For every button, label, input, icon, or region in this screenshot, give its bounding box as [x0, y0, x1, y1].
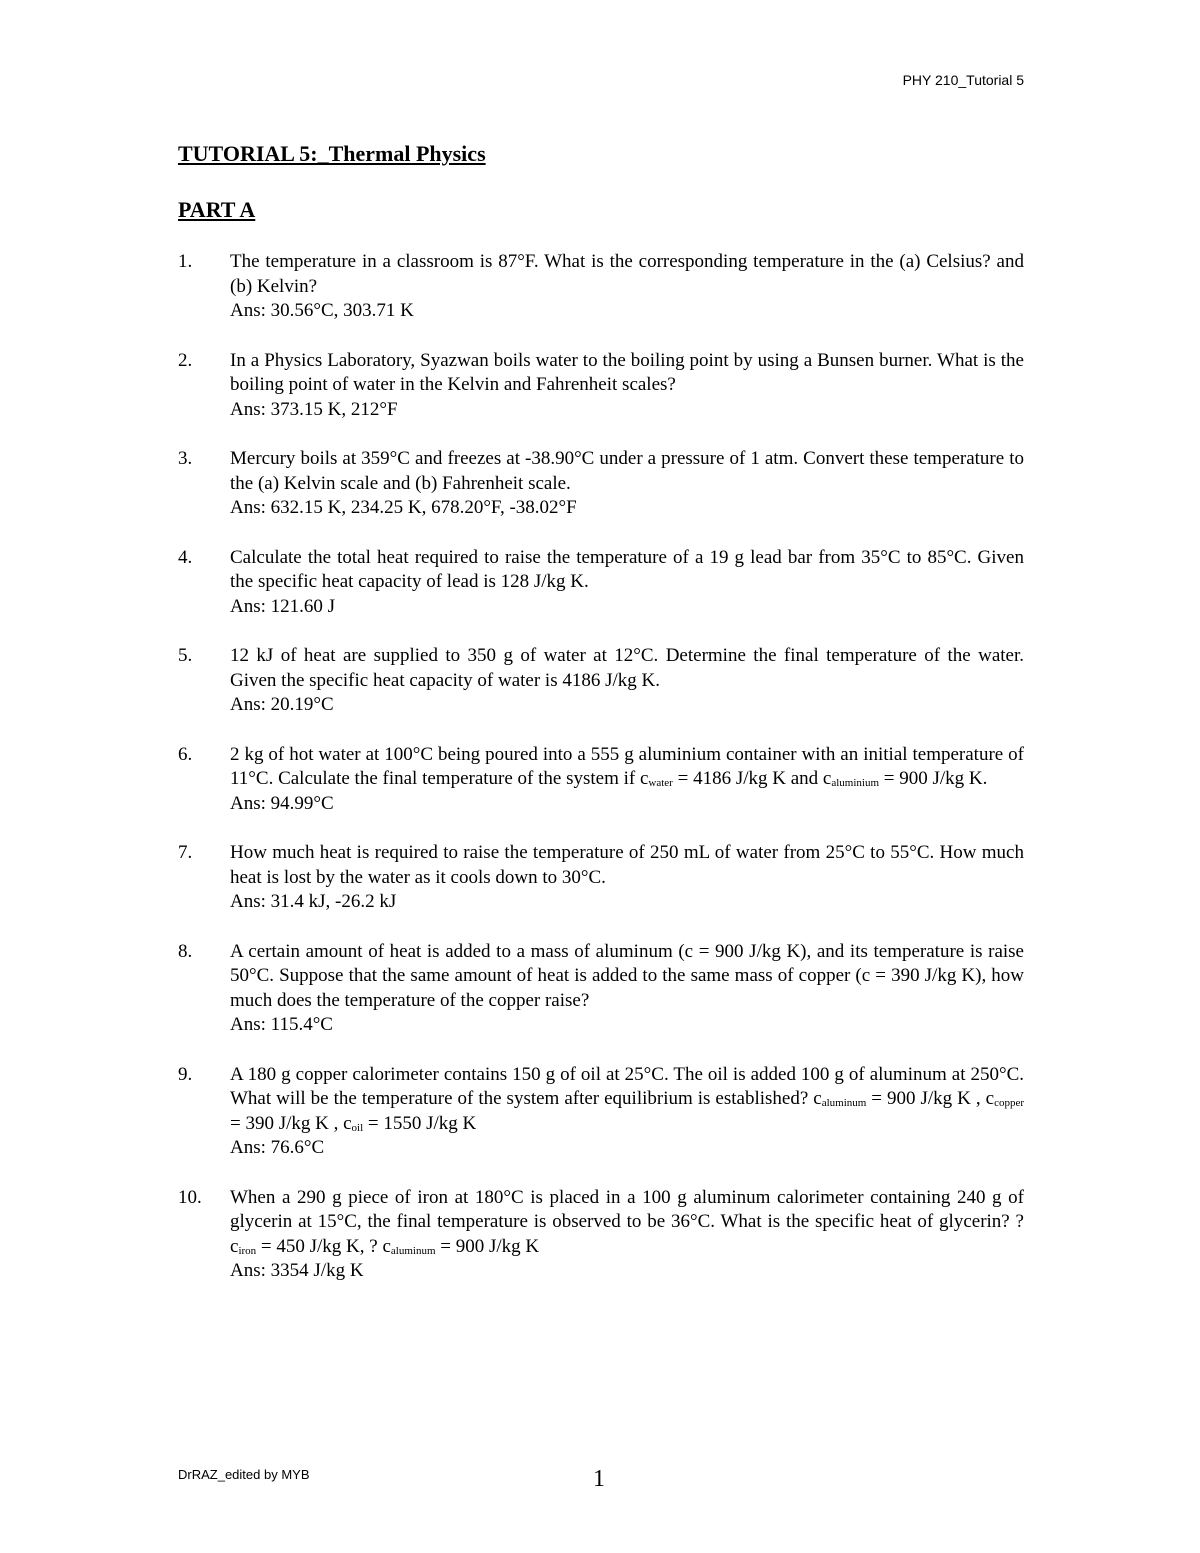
- question-text-segment: = 4186 J/kg K and c: [672, 768, 832, 789]
- question-number: 1.: [178, 251, 193, 272]
- question-answer: Ans: 20.19°C: [230, 694, 334, 715]
- question-text-segment: 2 kg of hot water at 100°C being poured into a 555 g aluminium container with an initial temperature of 11°C. Calculate the final temperature of the system if c: [230, 743, 1024, 789]
- subscript: copper: [994, 1097, 1024, 1109]
- question-number: 6.: [178, 743, 193, 765]
- question-list: [178, 250, 1024, 1309]
- question-text: [230, 743, 1024, 792]
- subscript: oil: [351, 1121, 364, 1134]
- question-answer: Ans: 3354 J/kg K: [230, 1260, 364, 1281]
- question-text-segment: When a 290 g piece of iron at 180°C is placed in a 100 g aluminum calorimeter containing 240 g of glycerin at 15°C, the final temperature is observed to be 36°C. What is the specific heat of glycerin? ? c: [230, 1186, 1024, 1257]
- question-item: [178, 1186, 1024, 1284]
- question-answer: Ans: 373.15 K, 212°F: [230, 398, 398, 420]
- page-number: 1: [593, 1466, 605, 1492]
- question-text-segment: A 180 g copper calorimeter contains 150 g of oil at 25°C. The oil is added 100 g of aluminum at 250°C. What will be the temperature of the system after equilibrium is established? c: [230, 1063, 1024, 1109]
- question-item: [178, 1063, 1024, 1161]
- question-answer: Ans: 31.4 kJ, -26.2 kJ: [230, 891, 397, 912]
- section-heading: PART A: [178, 197, 256, 222]
- question-text-segment: = 900 J/kg K: [435, 1235, 540, 1257]
- question-item: [178, 546, 1024, 620]
- subscript: water: [648, 777, 673, 789]
- page-title: TUTORIAL 5:_Thermal Physics: [178, 141, 486, 166]
- question-number: 3.: [178, 448, 193, 469]
- question-text: [230, 1063, 1024, 1137]
- question-answer: Ans: 76.6°C: [230, 1137, 325, 1158]
- subscript: aluminum: [390, 1244, 436, 1257]
- question-text: Calculate the total heat required to raise the temperature of a 19 g lead bar from 35°C to 85°C. Given the specific heat capacity of lead is 128 J/kg K.: [230, 546, 1024, 592]
- question-number: 7.: [178, 842, 193, 863]
- question-item: [178, 841, 1024, 915]
- question-number: 9.: [178, 1063, 193, 1085]
- subscript: aluminium: [831, 777, 880, 789]
- question-text: [230, 1186, 1024, 1260]
- question-answer: Ans: 30.56°C, 303.71 K: [230, 300, 414, 321]
- question-text: In a Physics Laboratory, Syazwan boils water to the boiling point by using a Bunsen burner. What is the boiling point of water in the Kelvin and Fahrenheit scales?: [230, 349, 1024, 395]
- question-text: The temperature in a classroom is 87°F. What is the corresponding temperature in the (a) Celsius? and (b) Kelvin?: [230, 251, 1024, 297]
- question-text-segment: = 390 J/kg K , c: [230, 1112, 352, 1134]
- question-answer: Ans: 632.15 K, 234.25 K, 678.20°F, -38.02°F: [230, 497, 577, 518]
- question-answer: Ans: 121.60 J: [230, 595, 336, 617]
- question-item: [178, 743, 1024, 817]
- question-number: 8.: [178, 940, 193, 962]
- question-number: 5.: [178, 645, 193, 666]
- question-number: 4.: [178, 546, 193, 568]
- question-text: Mercury boils at 359°C and freezes at -38.90°C under a pressure of 1 atm. Convert these temperature to the (a) Kelvin scale and (b) Fahrenheit scale.: [230, 448, 1024, 494]
- subscript: iron: [238, 1244, 257, 1257]
- subscript: aluminum: [821, 1097, 867, 1109]
- question-item: [178, 349, 1024, 423]
- question-text-segment: = 900 J/kg K , c: [866, 1088, 995, 1109]
- question-item: [178, 250, 1024, 324]
- header-course-label: PHY 210_Tutorial 5: [902, 72, 1024, 88]
- question-text: How much heat is required to raise the temperature of 250 mL of water from 25°C to 55°C. How much heat is lost by the water as it cools down to 30°C.: [230, 842, 1024, 888]
- question-number: 10.: [178, 1186, 202, 1208]
- question-text: 12 kJ of heat are supplied to 350 g of water at 12°C. Determine the final temperature of the water. Given the specific heat capacity of water is 4186 J/kg K.: [230, 645, 1024, 691]
- question-answer: Ans: 115.4°C: [230, 1014, 333, 1035]
- question-number: 2.: [178, 349, 193, 371]
- question-item: [178, 940, 1024, 1038]
- question-text-segment: = 450 J/kg K, ? c: [256, 1235, 391, 1257]
- question-text-segment: = 1550 J/kg K: [363, 1112, 477, 1134]
- question-text: A certain amount of heat is added to a mass of aluminum (c = 900 J/kg K), and its temperature is raise 50°C. Suppose that the same amount of heat is added to the same mass of copper (c = 390 J/kg K), how much does the temperature of the copper raise?: [230, 940, 1024, 1011]
- footer-author: DrRAZ_edited by MYB: [178, 1467, 310, 1482]
- question-text-segment: = 900 J/kg K.: [879, 768, 988, 789]
- question-item: [178, 644, 1024, 718]
- question-item: [178, 447, 1024, 521]
- question-answer: Ans: 94.99°C: [230, 792, 334, 814]
